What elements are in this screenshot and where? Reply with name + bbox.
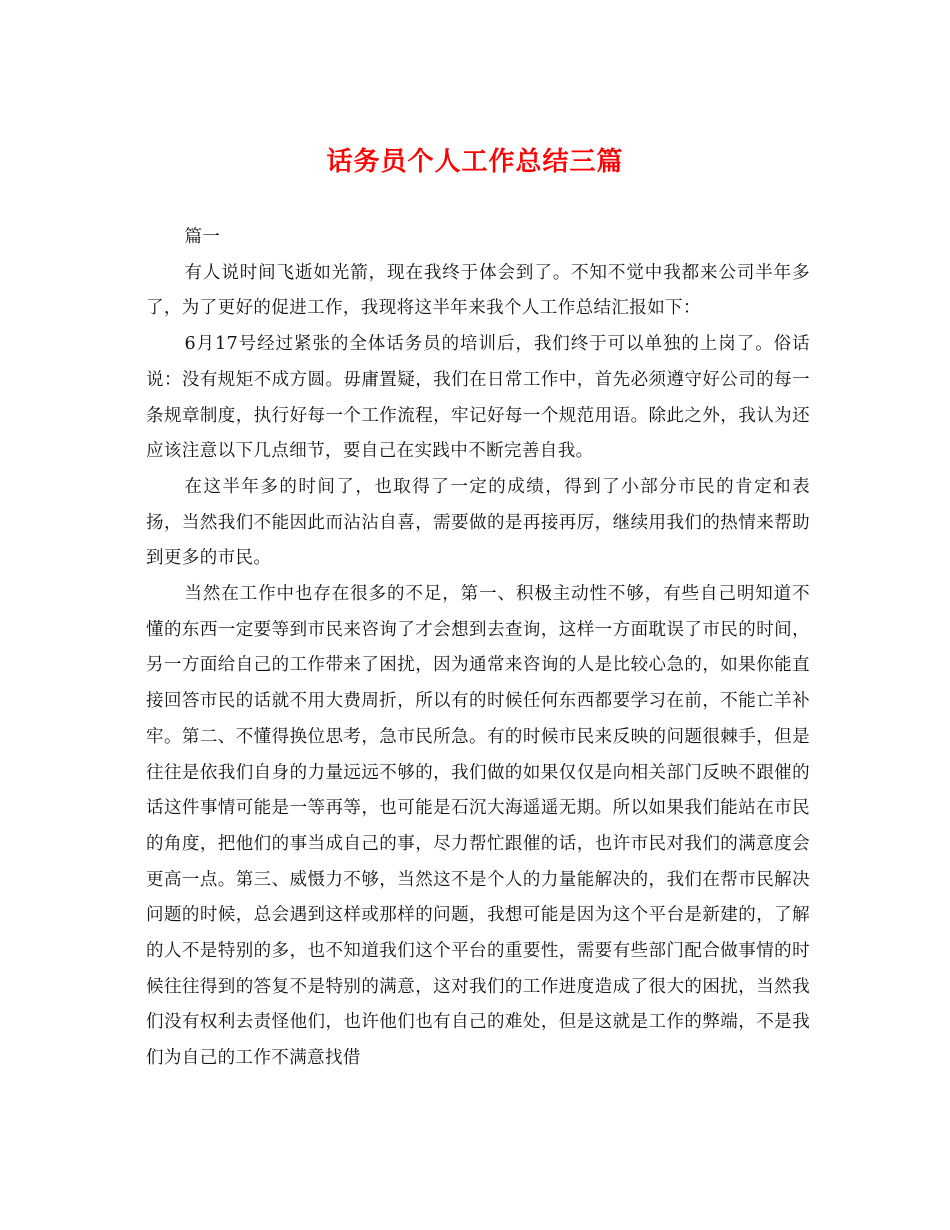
paragraph-intro: 有人说时间飞逝如光箭，现在我终于体会到了。不知不觉中我都来公司半年多了，为了更好的促进工作，我现将这半年来我个人工作总结汇报如下： bbox=[146, 262, 810, 319]
document-body bbox=[146, 220, 810, 1077]
paragraph-achievements: 在这半年多的时间了，也取得了一定的成绩，得到了小部分市民的肯定和表扬，当然我们不能因此而沾沾自喜，需要做的是再接再厉，继续用我们的热情来帮助到更多的市民。 bbox=[146, 476, 810, 569]
section-heading: 篇一 bbox=[184, 227, 221, 247]
document-title: 话务员个人工作总结三篇 bbox=[326, 147, 624, 177]
paragraph-training: 6月17号经过紧张的全体话务员的培训后，我们终于可以单独的上岗了。俗话说：没有规矩不成方圆。毋庸置疑，我们在日常工作中，首先必须遵守好公司的每一条规章制度，执行好每一个工作流程，牢记好每一个规范用语。除此之外，我认为还应该注意以下几点细节，要自己在实践中不断完善自我。 bbox=[146, 334, 810, 462]
paragraph-shortcomings: 当然在工作中也存在很多的不足，第一、积极主动性不够，有些自己明知道不懂的东西一定要等到市民来咨询了才会想到去查询，这样一方面耽误了市民的时间，另一方面给自己的工作带来了困扰，因为通常来咨询的人是比较心急的，如果你能直接回答市民的话就不用大费周折，所以有的时候任何东西都要学习在前，不能亡羊补牢。第二、不懂得换位思考，急市民所急。有的时候市民来反映的问题很棘手，但是往往是依我们自身的力量远远不够的，我们做的如果仅仅是向相关部门反映不跟催的话这件事情可能是一等再等，也可能是石沉大海遥遥无期。所以如果我们能站在市民的角度，把他们的事当成自己的事，尽力帮忙跟催的话，也许市民对我们的满意度会更高一点。第三、威慑力不够，当然这不是个人的力量能解决的，我们在帮市民解决问题的时候，总会遇到这样或那样的问题，我想可能是因为这个平台是新建的，了解的人不是特别的多，也不知道我们这个平台的重要性，需要有些部门配合做事情的时候往往得到的答复不是特别的满意，这对我们的工作进度造成了很大的困扰，当然我们没有权利去责怪他们，也许他们也有自己的难处，但是这就是工作的弊端，不是我们为自己的工作不满意找借 bbox=[146, 584, 810, 1069]
